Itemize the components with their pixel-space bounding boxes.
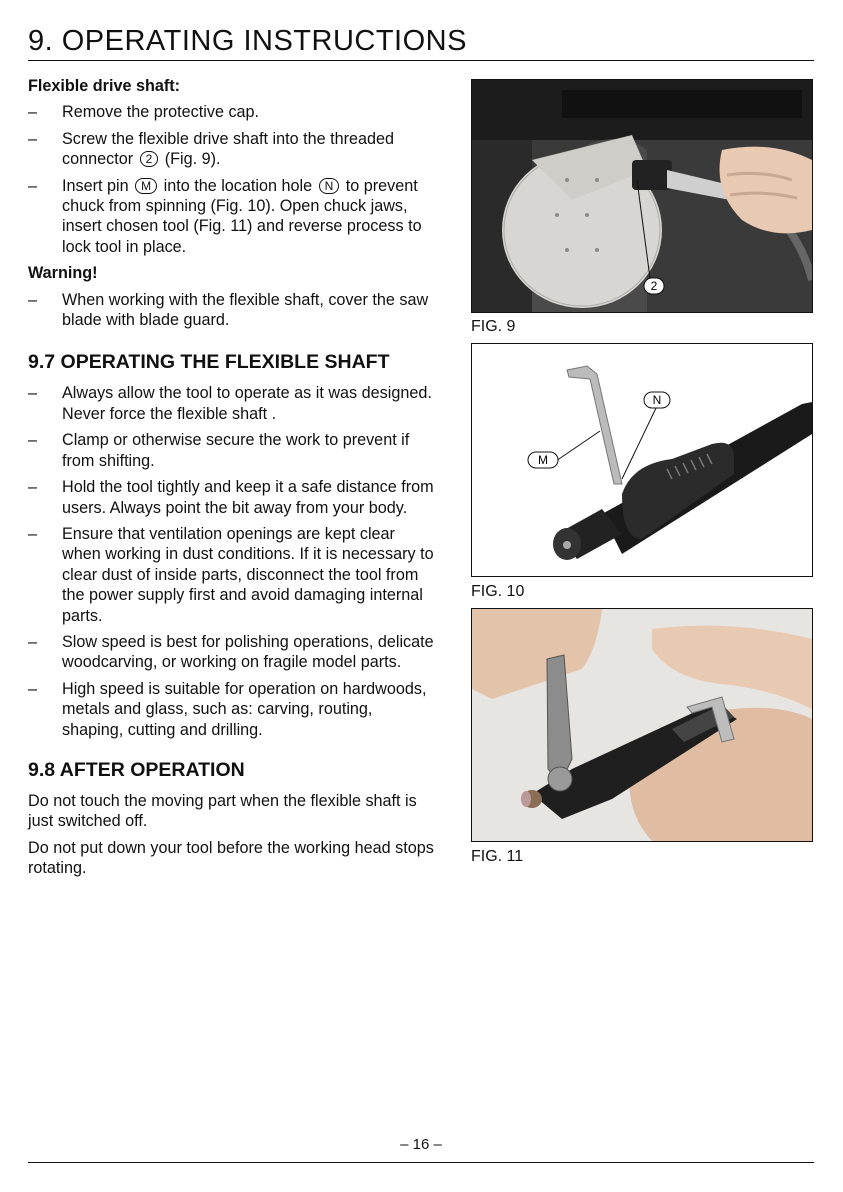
list-item [28,102,436,122]
paragraph: Do not touch the moving part when the flexible shaft is just switched off. [28,791,417,831]
list-item [28,176,436,258]
list-item: – Slow speed is best for polishing operations, delicate woodcarving, or working on fragile model parts. [28,632,436,673]
section-9-7-heading: 9.7 OPERATING THE FLEXIBLE SHAFT [28,351,390,374]
figure-11-caption: FIG. 11 [471,848,524,865]
figure-11-photo [471,608,813,842]
list-item [28,290,436,331]
fig9-callout-2: 2 [650,279,658,293]
list-item-text: Screw the flexible drive shaft into the threaded connector [62,129,395,169]
bottom-rule [28,1162,814,1163]
fig10-callout-n: N [652,393,662,407]
page-header [28,22,814,61]
fig9-illustration [472,80,812,312]
callout-marker-n: N [319,178,340,194]
page-number: – 16 – [400,1136,442,1153]
list-item-text: to prevent chuck from spinning (Fig. 10). Open chuck jaws, insert chosen tool (Fig. 11) and reverse process to lock tool in place. [62,176,422,256]
figure-9-photo [471,79,813,313]
section-9-8-heading: 9.8 AFTER OPERATION [28,758,245,781]
list-item-text: When working with the flexible shaft, cover the saw blade with blade guard. [62,290,429,330]
list-item-text: Remove the protective cap. [62,103,260,122]
fig10-callout-m: M [538,453,548,467]
warning-list [28,290,436,331]
text-column [28,76,436,885]
list-item-text: into the location hole [163,176,313,195]
flex-shaft-list [28,102,436,257]
flex-shaft-heading: Flexible drive shaft: [28,77,181,95]
paragraph: Do not put down your tool before the working head stops rotating. [28,838,434,878]
list-item: – Always allow the tool to operate as it was designed. Never force the flexible shaft . [28,383,436,424]
callout-marker-m: M [135,178,157,194]
list-item: – High speed is suitable for operation on hardwoods, metals and glass, such as: carving, routing, shaping, cutting and drilling. [28,679,436,740]
fig11-illustration [472,609,812,841]
page-title: 9. OPERATING INSTRUCTIONS [28,25,467,57]
callout-marker-2: 2 [140,151,159,167]
figure-10-photo [471,343,813,577]
list-item-text: (Fig. 9). [164,150,221,169]
list-item-text: Insert pin [62,176,129,195]
section-9-7-list [28,383,436,740]
figure-9-caption: FIG. 9 [471,318,516,335]
fig10-illustration [472,344,812,576]
list-item: – Hold the tool tightly and keep it a safe distance from users. Always point the bit away from your body. [28,477,436,518]
list-item: – Clamp or otherwise secure the work to prevent if from shifting. [28,430,436,471]
warning-heading: Warning! [28,264,98,283]
figure-10-caption: FIG. 10 [471,583,525,600]
list-item: – Ensure that ventilation openings are kept clear when working in dust conditions. If it is necessary to clear dust of inside parts, disconnect the tool from the power supply first and avoid damaging internal parts. [28,524,436,626]
list-item [28,129,436,170]
